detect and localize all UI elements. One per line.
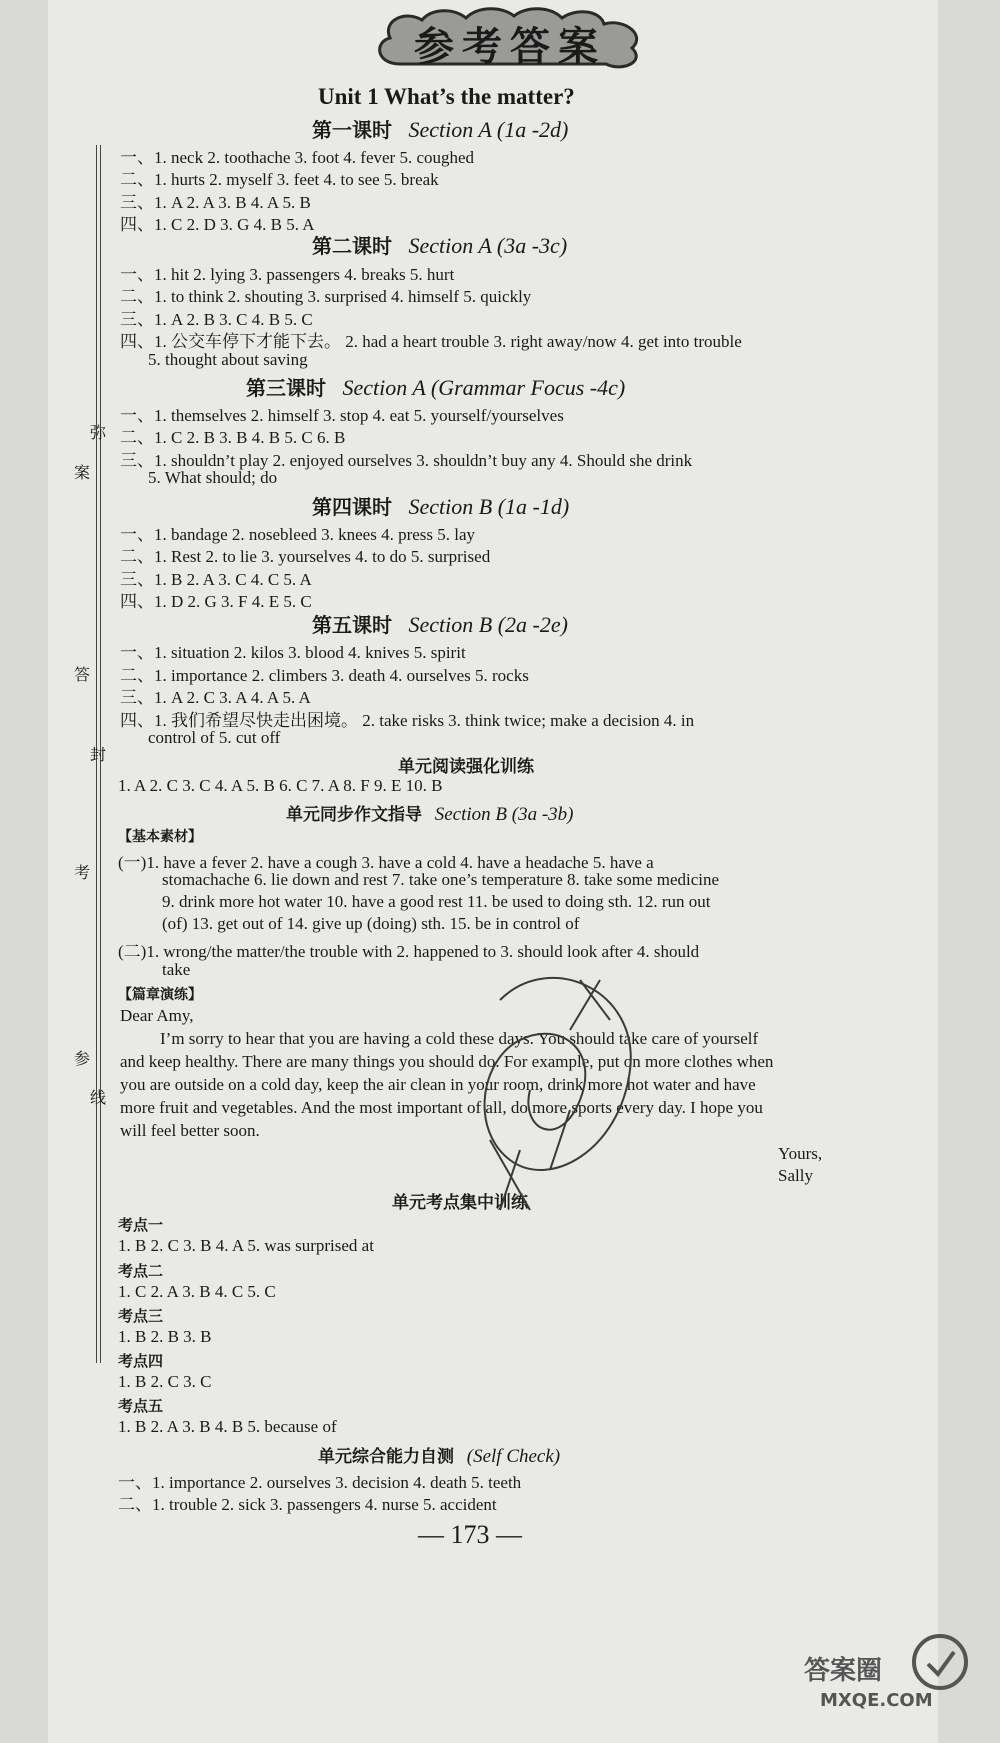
exam-point-label: 考点四 [118, 1352, 164, 1370]
reading-answers: 1. A 2. C 3. C 4. A 5. B 6. C 7. A 8. F 9. E 10. B [118, 776, 443, 795]
letter-closing: Yours, [778, 1144, 823, 1163]
answer-line: 三、1. A 2. C 3. A 4. A 5. A [120, 688, 311, 707]
answer-line: 一、1. situation 2. kilos 3. blood 4. knives 5. spirit [120, 643, 466, 662]
handwriting-scribble [460, 960, 660, 1220]
answer-line: 二、1. importance 2. climbers 3. death 4. ourselves 5. rocks [120, 666, 529, 685]
watermark-text: 答案圈 [804, 1656, 883, 1686]
answer-line: 二、1. C 2. B 3. B 4. B 5. C 6. B [120, 428, 346, 447]
watermark-url: MXQE.COM [820, 1690, 933, 1711]
letter-line: more fruit and vegetables. And the most important of all, do more sports every day. I hope you [120, 1098, 763, 1117]
lesson-heading [312, 491, 569, 520]
answer-line: 二、1. to think 2. shouting 3. surprised 4. himself 5. quickly [120, 287, 532, 306]
material-line: (一)1. have a fever 2. have a cough 3. have a cold 4. have a headache 5. have a [118, 853, 654, 872]
material-line: (of) 13. get out of 14. give up (doing) sth. 15. be in control of [162, 914, 580, 933]
binding-char: 线 [89, 1090, 106, 1107]
answer-line: 5. What should; do [148, 468, 278, 487]
letter-line: will feel better soon. [120, 1121, 260, 1140]
exam-point-answers: 1. B 2. A 3. B 4. B 5. because of [118, 1417, 337, 1436]
exam-point-answers: 1. C 2. A 3. B 4. C 5. C [118, 1282, 276, 1301]
lesson-heading-en: Section B (1a -1d) [408, 494, 570, 519]
lesson-heading-en: Section A (Grammar Focus -4c) [342, 375, 626, 400]
material-line: (二)1. wrong/the matter/the trouble with 2. happened to 3. should look after 4. should [118, 942, 700, 961]
lesson-heading [312, 230, 567, 259]
letter-line: and keep healthy. There are many things you should do. For example, put on more clothes when [120, 1052, 774, 1071]
answer-line: 三、1. A 2. B 3. C 4. B 5. C [120, 310, 313, 329]
lesson-heading [312, 114, 568, 143]
material-line: take [162, 960, 191, 979]
practice-tag: 【篇章演练】 [118, 987, 202, 1003]
letter-line: you are outside on a cold day, keep the air clean in your room, drink more hot water and have [120, 1075, 756, 1094]
lesson-heading-cn: 第四课时 [312, 495, 392, 519]
self-check-heading-en: (Self Check) [466, 1446, 561, 1467]
exam-point-label: 考点三 [118, 1307, 164, 1325]
exam-point-answers: 1. B 2. C 3. C [118, 1372, 212, 1391]
lesson-heading-cn: 第一课时 [312, 118, 392, 142]
lesson-heading-cn: 第二课时 [312, 234, 392, 258]
self-check-line: 二、1. trouble 2. sick 3. passengers 4. nurse 5. accident [118, 1495, 497, 1514]
answer-line: 二、1. Rest 2. to lie 3. yourselves 4. to do 5. surprised [120, 547, 491, 566]
lesson-heading [312, 609, 568, 638]
letter-line: I’m sorry to hear that you are having a cold these days. You should take care of yourself [160, 1029, 759, 1048]
answer-line: 二、1. hurts 2. myself 3. feet 4. to see 5. break [120, 170, 439, 189]
letter-greeting: Dear Amy, [120, 1006, 194, 1025]
answer-line: 一、1. neck 2. toothache 3. foot 4. fever 5. coughed [120, 148, 475, 167]
binding-char: 答 [73, 667, 90, 684]
writing-heading-en: Section B (3a -3b) [434, 804, 574, 825]
answer-line: 一、1. hit 2. lying 3. passengers 4. breaks 5. hurt [120, 265, 455, 284]
lesson-heading [246, 372, 625, 401]
lesson-heading-en: Section A (1a -2d) [408, 117, 569, 142]
answer-line: 四、1. 公交车停下才能下去。 2. had a heart trouble 3. right away/now 4. get into trouble [120, 332, 742, 351]
answer-line: control of 5. cut off [148, 728, 281, 747]
answer-line: 一、1. bandage 2. nosebleed 3. knees 4. press 5. lay [120, 525, 476, 544]
letter-signature: Sally [778, 1166, 813, 1185]
answer-line: 5. thought about saving [148, 350, 308, 369]
writing-heading [286, 800, 574, 826]
lesson-heading-cn: 第三课时 [246, 376, 326, 400]
material-line: 9. drink more hot water 10. have a good rest 11. be used to doing sth. 12. run out [162, 892, 711, 911]
answer-line: 四、1. D 2. G 3. F 4. E 5. C [120, 592, 312, 611]
lesson-heading-en: Section A (3a -3c) [408, 233, 568, 258]
answer-line: 四、1. C 2. D 3. G 4. B 5. A [120, 215, 315, 234]
lesson-heading-cn: 第五课时 [312, 613, 392, 637]
material-tag: 【基本素材】 [118, 829, 202, 845]
self-check-heading-cn: 单元综合能力自测 [318, 1447, 454, 1467]
answer-line: 四、1. 我们希望尽快走出困境。 2. take risks 3. think twice; make a decision 4. in [120, 711, 695, 730]
answer-line: 三、1. A 2. A 3. B 4. A 5. B [120, 193, 311, 212]
exam-point-answers: 1. B 2. B 3. B [118, 1327, 212, 1346]
answer-key-banner [370, 6, 650, 72]
binding-char: 考 [73, 865, 90, 882]
banner-title: 参考答案 [414, 24, 606, 70]
exam-point-label: 考点一 [118, 1216, 164, 1234]
binding-char: 参 [73, 1051, 90, 1068]
binding-char: 案 [73, 465, 90, 482]
page-number: — 173 — [418, 1520, 522, 1549]
exam-point-label: 考点五 [118, 1397, 164, 1415]
binding-char: 封 [89, 747, 106, 764]
exam-point-answers: 1. B 2. C 3. B 4. A 5. was surprised at [118, 1236, 374, 1255]
answer-line: 三、1. B 2. A 3. C 4. C 5. A [120, 570, 312, 589]
lesson-heading-en: Section B (2a -2e) [408, 612, 568, 637]
material-line: stomachache 6. lie down and rest 7. take one’s temperature 8. take some medicine [162, 870, 720, 889]
self-check-heading [318, 1442, 560, 1468]
answer-line: 三、1. shouldn’t play 2. enjoyed ourselves 3. shouldn’t buy any 4. Should she drink [120, 451, 693, 470]
reading-heading: 单元阅读强化训练 [398, 757, 534, 777]
writing-heading-cn: 单元同步作文指导 [286, 805, 422, 825]
exam-points-heading: 单元考点集中训练 [392, 1193, 528, 1213]
unit-title: Unit 1 What’s the matter? [318, 84, 575, 109]
self-check-line: 一、1. importance 2. ourselves 3. decision 4. death 5. teeth [118, 1473, 522, 1492]
exam-point-label: 考点二 [118, 1262, 164, 1280]
answer-line: 一、1. themselves 2. himself 3. stop 4. eat 5. yourself/yourselves [120, 406, 564, 425]
binding-char: 弥 [89, 425, 106, 442]
